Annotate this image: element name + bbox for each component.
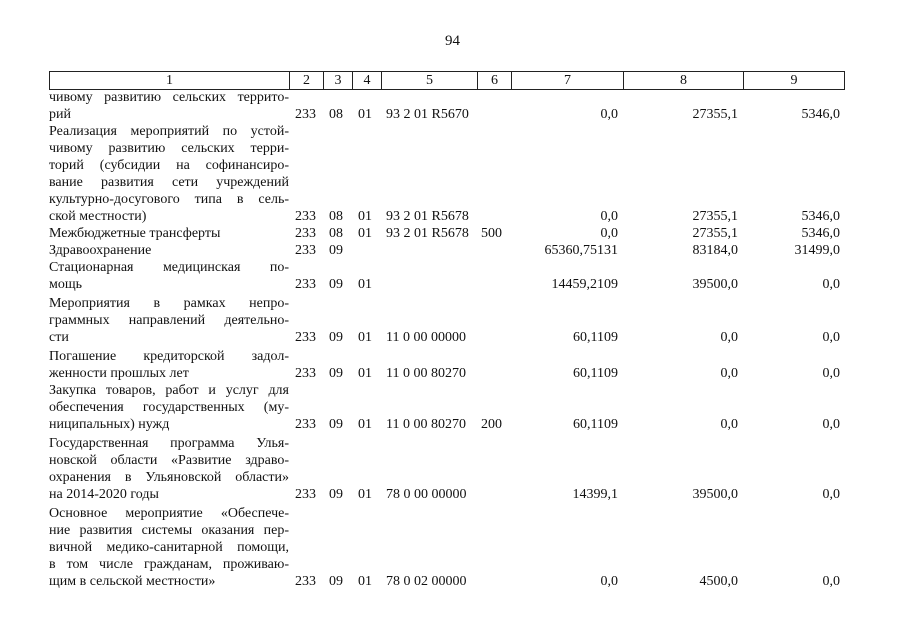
cell-col-9: 31499,0	[794, 243, 840, 258]
cell-col-7: 0,0	[600, 226, 618, 241]
cell-col-2: 233	[295, 277, 316, 292]
row-description	[49, 505, 289, 590]
cell-col-8: 4500,0	[699, 574, 738, 589]
cell-col-7: 0,0	[600, 209, 618, 224]
cell-col-7: 14399,1	[572, 487, 618, 502]
row-description	[49, 259, 289, 293]
cell-col-9: 5346,0	[801, 209, 840, 224]
cell-col-2: 233	[295, 366, 316, 381]
description-line: женности прошлых лет	[49, 366, 189, 381]
cell-col-3: 09	[329, 417, 343, 432]
cell-col-9: 0,0	[822, 277, 840, 292]
table-row	[49, 242, 849, 259]
description-line: торий (субсидии на софинансиро-	[49, 158, 289, 173]
cell-col-4: 01	[358, 209, 372, 224]
cell-col-9: 5346,0	[801, 226, 840, 241]
column-header-6: 6	[478, 72, 512, 90]
cell-col-8: 27355,1	[692, 107, 738, 122]
description-line: Погашение кредиторской задол-	[49, 349, 289, 364]
description-line: охранения в Ульяновской области»	[49, 470, 289, 485]
description-line: Реализация мероприятий по устой-	[49, 124, 289, 139]
cell-col-3: 09	[329, 330, 343, 345]
cell-col-7: 14459,2109	[551, 277, 618, 292]
cell-col-3: 09	[329, 277, 343, 292]
cell-col-8: 27355,1	[692, 209, 738, 224]
table-body	[49, 89, 849, 590]
description-line: Закупка товаров, работ и услуг для	[49, 383, 289, 398]
cell-col-5: 93 2 01 R5670	[386, 107, 469, 122]
cell-col-4: 01	[358, 226, 372, 241]
cell-col-5: 78 0 02 00000	[386, 574, 467, 589]
cell-col-8: 0,0	[720, 366, 738, 381]
table-row	[49, 382, 849, 433]
description-line: мощь	[49, 277, 83, 292]
cell-col-4: 01	[358, 487, 372, 502]
table-row	[49, 505, 849, 590]
cell-col-2: 233	[295, 209, 316, 224]
table-row	[49, 348, 849, 382]
row-description	[49, 225, 289, 242]
description-line: вичной медико-санитарной помощи,	[49, 540, 289, 555]
description-line: Мероприятия в рамках непро-	[49, 296, 289, 311]
cell-col-3: 08	[329, 107, 343, 122]
description-line: граммных направлений деятельно-	[49, 313, 289, 328]
cell-col-2: 233	[295, 574, 316, 589]
cell-col-3: 09	[329, 487, 343, 502]
description-line: ние развития системы оказания пер-	[49, 523, 289, 538]
cell-col-5: 11 0 00 80270	[386, 417, 466, 432]
column-header-4: 4	[353, 72, 382, 90]
cell-col-7: 0,0	[600, 574, 618, 589]
description-line: рий	[49, 107, 71, 122]
description-line: ниципальных) нужд	[49, 417, 170, 432]
table-header	[49, 71, 845, 90]
cell-col-9: 0,0	[822, 366, 840, 381]
cell-col-8: 39500,0	[692, 487, 738, 502]
description-line: Здравоохранение	[49, 243, 152, 258]
cell-col-7: 60,1109	[573, 330, 618, 345]
cell-col-2: 233	[295, 487, 316, 502]
description-line: вание развития сети учреждений	[49, 175, 289, 190]
page-number: 94	[445, 33, 460, 49]
description-line: ской местности)	[49, 209, 147, 224]
description-line: Стационарная медицинская по-	[49, 260, 289, 275]
cell-col-8: 39500,0	[692, 277, 738, 292]
description-line: чивому развитию сельских террито-	[49, 90, 289, 105]
cell-col-7: 60,1109	[573, 417, 618, 432]
table-row	[49, 435, 849, 503]
cell-col-3: 08	[329, 226, 343, 241]
description-line: Межбюджетные трансферты	[49, 226, 221, 241]
table-row	[49, 259, 849, 293]
column-header-9: 9	[744, 72, 845, 90]
column-header-5: 5	[382, 72, 478, 90]
row-description	[49, 242, 289, 259]
row-description	[49, 89, 289, 123]
cell-col-6: 500	[481, 226, 502, 241]
cell-col-4: 01	[358, 417, 372, 432]
cell-col-9: 0,0	[822, 487, 840, 502]
cell-col-4: 01	[358, 107, 372, 122]
column-header-3: 3	[324, 72, 353, 90]
cell-col-3: 09	[329, 366, 343, 381]
cell-col-3: 08	[329, 209, 343, 224]
cell-col-6: 200	[481, 417, 502, 432]
cell-col-5: 78 0 00 00000	[386, 487, 467, 502]
cell-col-7: 60,1109	[573, 366, 618, 381]
description-line: щим в сельской местности»	[49, 574, 216, 589]
cell-col-9: 0,0	[822, 417, 840, 432]
column-header-8: 8	[624, 72, 744, 90]
cell-col-8: 0,0	[720, 417, 738, 432]
cell-col-9: 5346,0	[801, 107, 840, 122]
cell-col-2: 233	[295, 107, 316, 122]
table-row	[49, 89, 849, 123]
row-description	[49, 435, 289, 503]
cell-col-5: 11 0 00 00000	[386, 330, 466, 345]
cell-col-9: 0,0	[822, 330, 840, 345]
cell-col-8: 83184,0	[692, 243, 738, 258]
description-line: Основное мероприятие «Обеспече-	[49, 506, 289, 521]
row-description	[49, 295, 289, 346]
cell-col-8: 0,0	[720, 330, 738, 345]
row-description	[49, 348, 289, 382]
cell-col-4: 01	[358, 366, 372, 381]
cell-col-3: 09	[329, 243, 343, 258]
cell-col-4: 01	[358, 330, 372, 345]
description-line: новской области «Развитие здраво-	[49, 453, 289, 468]
cell-col-7: 0,0	[600, 107, 618, 122]
description-line: культурно-досугового типа в сель-	[49, 192, 289, 207]
description-line: в том числе гражданам, проживаю-	[49, 557, 289, 572]
description-line: Государственная программа Улья-	[49, 436, 289, 451]
table-row	[49, 295, 849, 346]
row-description	[49, 382, 289, 433]
description-line: обеспечения государственных (му-	[49, 400, 289, 415]
description-line: чивому развитию сельских терри-	[49, 141, 289, 156]
table-row	[49, 225, 849, 242]
column-header-2: 2	[290, 72, 324, 90]
description-line: сти	[49, 330, 69, 345]
column-header-1: 1	[50, 72, 290, 90]
cell-col-9: 0,0	[822, 574, 840, 589]
cell-col-7: 65360,75131	[544, 243, 618, 258]
description-line: на 2014-2020 годы	[49, 487, 159, 502]
cell-col-8: 27355,1	[692, 226, 738, 241]
cell-col-2: 233	[295, 243, 316, 258]
cell-col-4: 01	[358, 574, 372, 589]
cell-col-4: 01	[358, 277, 372, 292]
cell-col-5: 93 2 01 R5678	[386, 209, 469, 224]
cell-col-5: 11 0 00 80270	[386, 366, 466, 381]
cell-col-5: 93 2 01 R5678	[386, 226, 469, 241]
cell-col-2: 233	[295, 417, 316, 432]
cell-col-2: 233	[295, 226, 316, 241]
cell-col-2: 233	[295, 330, 316, 345]
cell-col-3: 09	[329, 574, 343, 589]
row-description	[49, 123, 289, 225]
column-header-7: 7	[512, 72, 624, 90]
table-row	[49, 123, 849, 225]
